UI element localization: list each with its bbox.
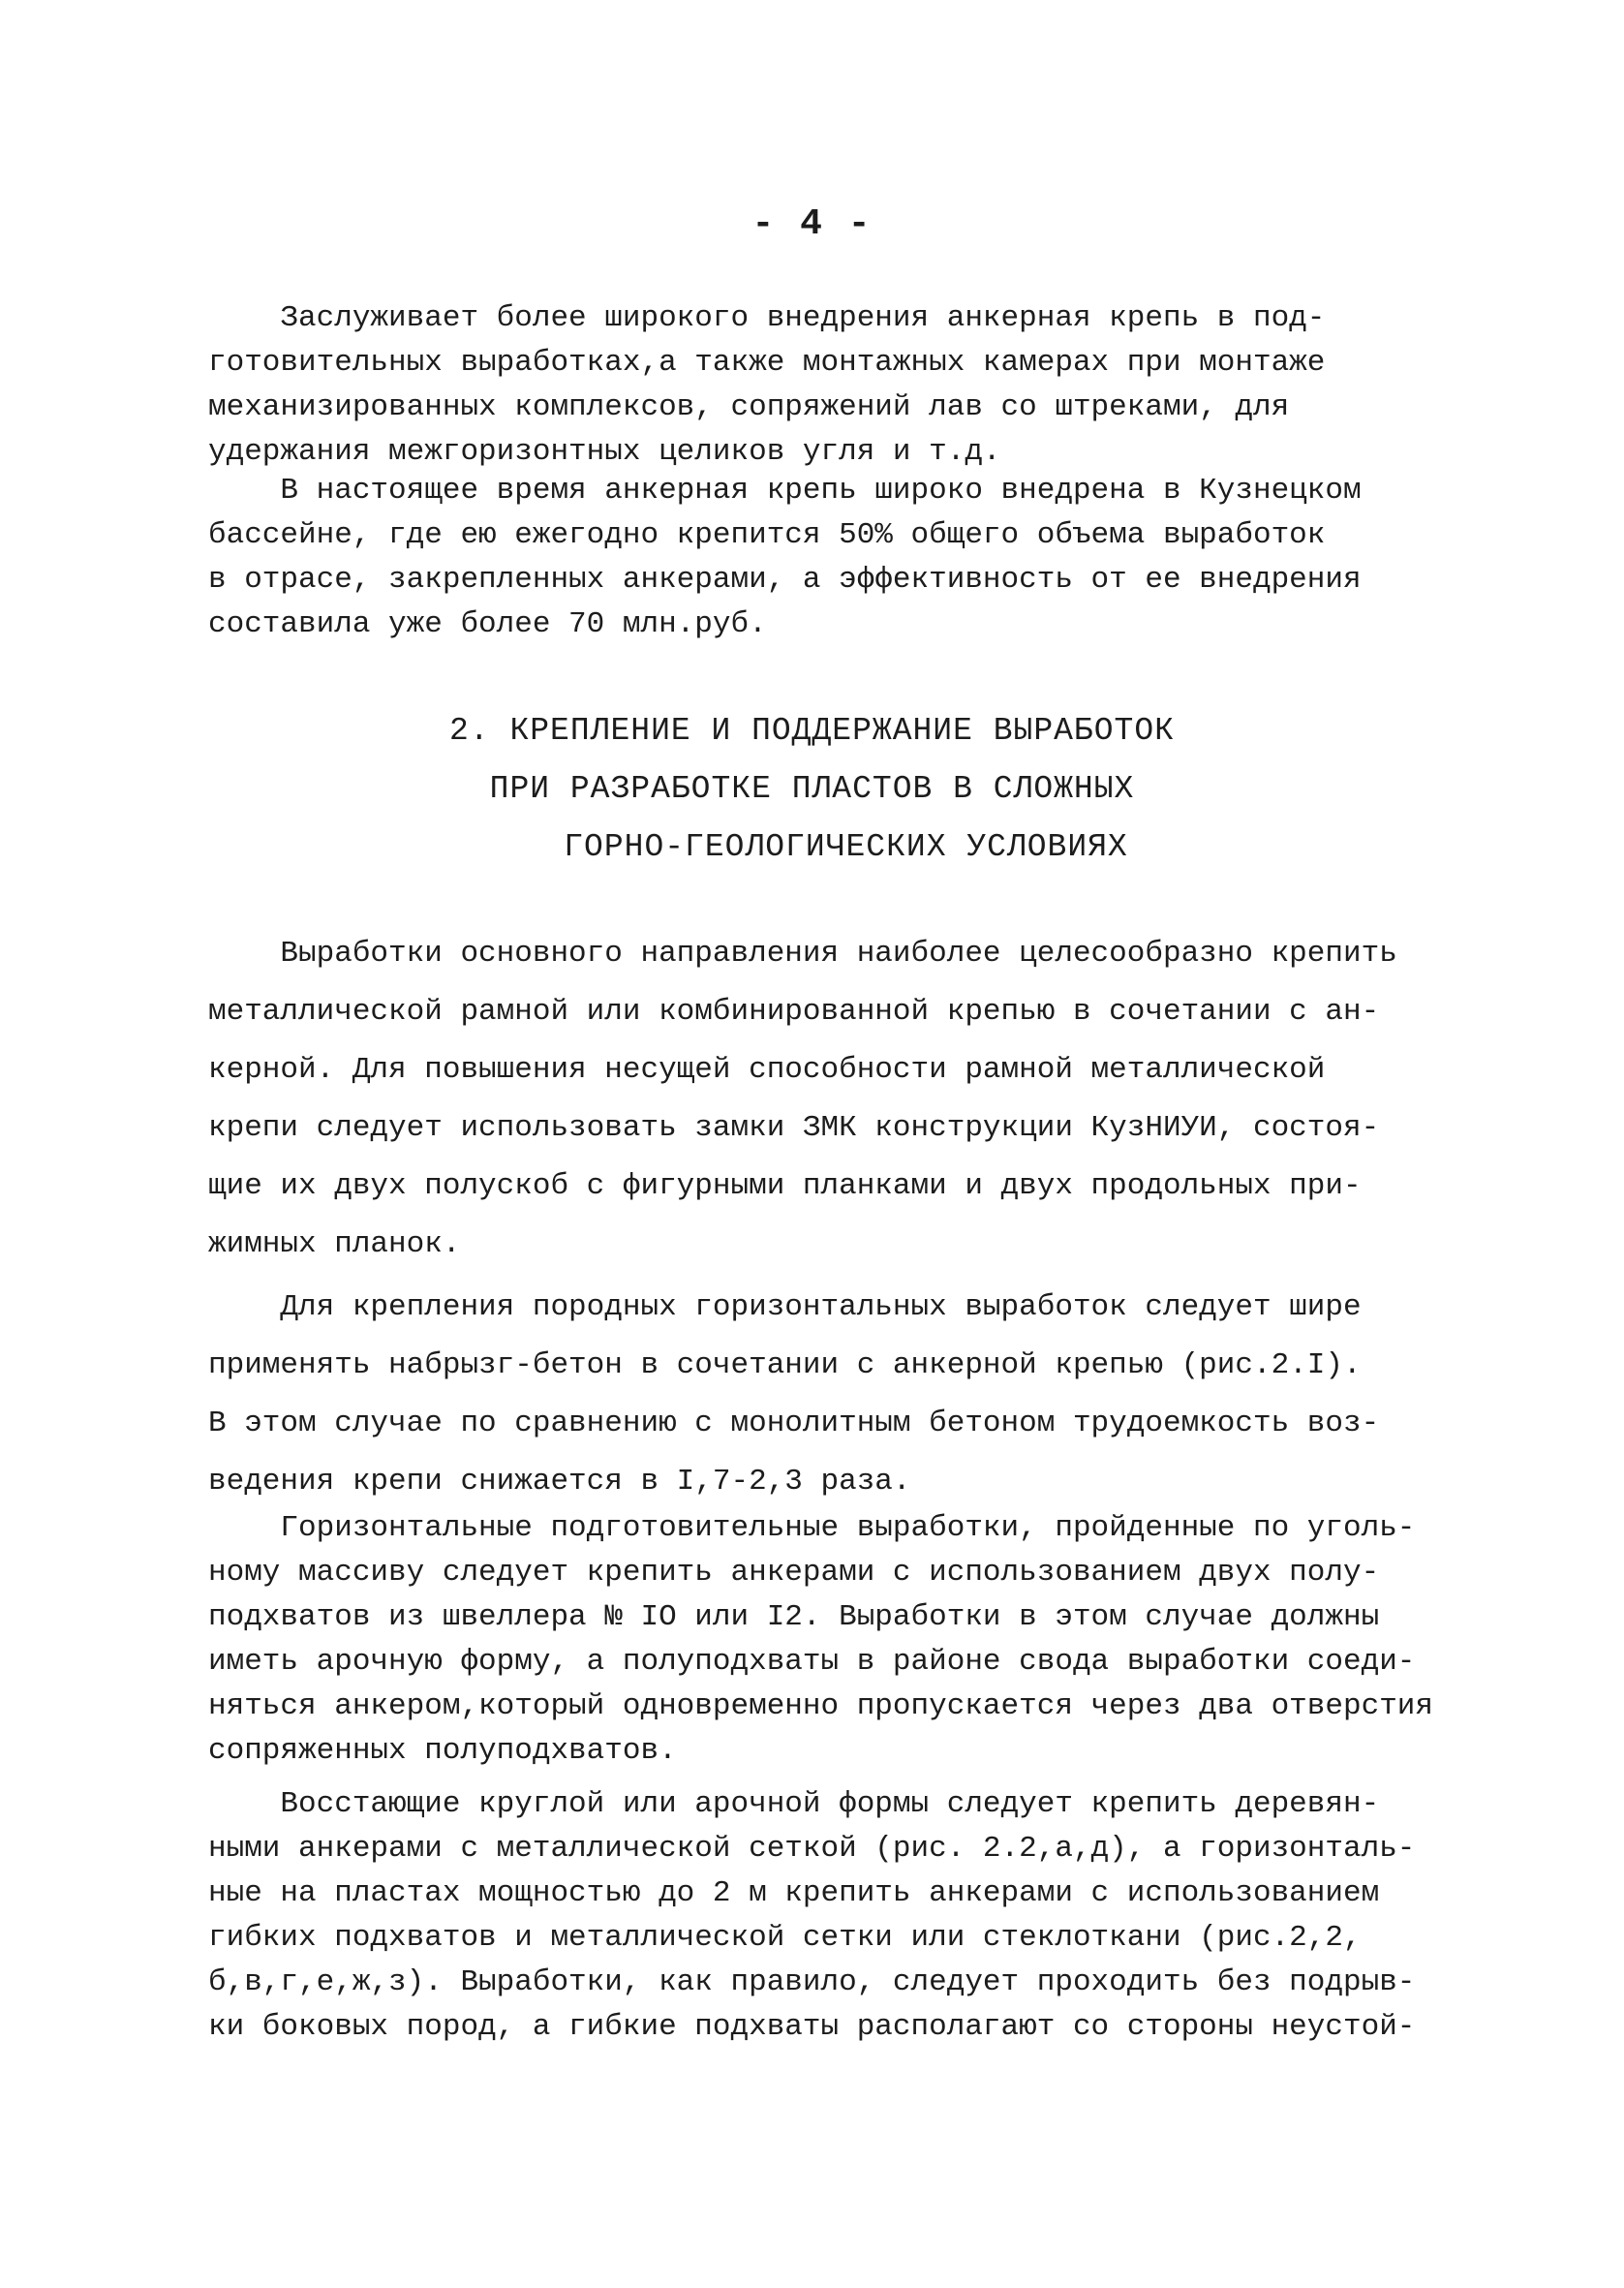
text-line: готовительных выработках,а также монтажных камерах при монтаже [208,346,1326,380]
intro-paragraph-2 [208,469,1362,647]
heading-line: ГОРНО-ГЕОЛОГИЧЕСКИХ УСЛОВИЯХ [564,829,1128,865]
heading-line: 2. КРЕПЛЕНИЕ И ПОДДЕРЖАНИЕ ВЫРАБОТОК [449,713,1175,749]
section-paragraph-3 [208,1506,1433,1774]
text-line: механизированных комплексов, сопряжений лав со штреками, для [208,390,1290,424]
text-line: керной. Для повышения несущей способности рамной металлической [208,1053,1326,1087]
text-line: подхватов из швеллера № IO или I2. Выработки в этом случае должны [208,1600,1380,1634]
text-line: крепи следует использовать замки ЗМК конструкции КузНИУИ, состоя- [208,1111,1380,1145]
text-line: ки боковых пород, а гибкие подхваты располагают со стороны неустой- [208,2010,1416,2044]
text-line: бассейне, где ею ежегодно крепится 50% общего объема выработок [208,518,1326,552]
text-line: применять набрызг-бетон в сочетании с анкерной крепью (рис.2.I). [208,1348,1362,1382]
text-line: ные на пластах мощностью до 2 м крепить анкерами с использованием [208,1876,1380,1910]
text-line: Для крепления породных горизонтальных выработок следует шире [208,1290,1362,1324]
section-paragraph-1 [208,925,1397,1274]
text-line: металлической рамной или комбинированной крепью в сочетании с ан- [208,995,1380,1029]
text-line: Выработки основного направления наиболее целесообразно крепить [208,937,1397,971]
text-line: Восстающие круглой или арочной формы следует крепить деревян- [208,1787,1380,1821]
text-line: ными анкерами с металлической сеткой (рис. 2.2,а,д), а горизонталь- [208,1832,1416,1866]
text-line: удержания межгоризонтных целиков угля и т.д. [208,435,1001,469]
text-line: Заслуживает более широкого внедрения анкерная крепь в под- [208,301,1326,335]
section-heading [0,702,1624,877]
text-line: ному массиву следует крепить анкерами с использованием двух полу- [208,1556,1380,1590]
text-line: составила уже более 70 млн.руб. [208,607,767,641]
text-line: гибких подхватов и металлической сетки или стеклоткани (рис.2,2, [208,1921,1362,1955]
text-line: Горизонтальные подготовительные выработки, пройденные по уголь- [208,1511,1416,1545]
text-line: ведения крепи снижается в I,7-2,3 раза. [208,1465,911,1499]
text-line: В настоящее время анкерная крепь широко внедрена в Кузнецком [208,474,1362,508]
text-line: сопряженных полуподхватов. [208,1734,677,1768]
section-paragraph-2 [208,1279,1379,1511]
heading-line: ПРИ РАЗРАБОТКЕ ПЛАСТОВ В СЛОЖНЫХ [489,771,1135,807]
text-line: в отрасе, закрепленных анкерами, а эффективность от ее внедрения [208,563,1362,597]
text-line: В этом случае по сравнению с монолитным бетоном трудоемкость воз- [208,1407,1380,1440]
page-number: - 4 - [751,203,873,245]
section-paragraph-4 [208,1782,1415,2050]
intro-paragraph-1 [208,296,1325,475]
text-line: иметь арочную форму, а полуподхваты в районе свода выработки соеди- [208,1645,1416,1679]
text-line: щие их двух полускоб с фигурными планками и двух продольных при- [208,1169,1362,1203]
text-line: б,в,г,е,ж,з). Выработки, как правило, следует проходить без подрыв- [208,1965,1416,1999]
text-line: жимных планок. [208,1227,461,1261]
text-line: няться анкером,который одновременно пропускается через два отверстия [208,1689,1434,1723]
